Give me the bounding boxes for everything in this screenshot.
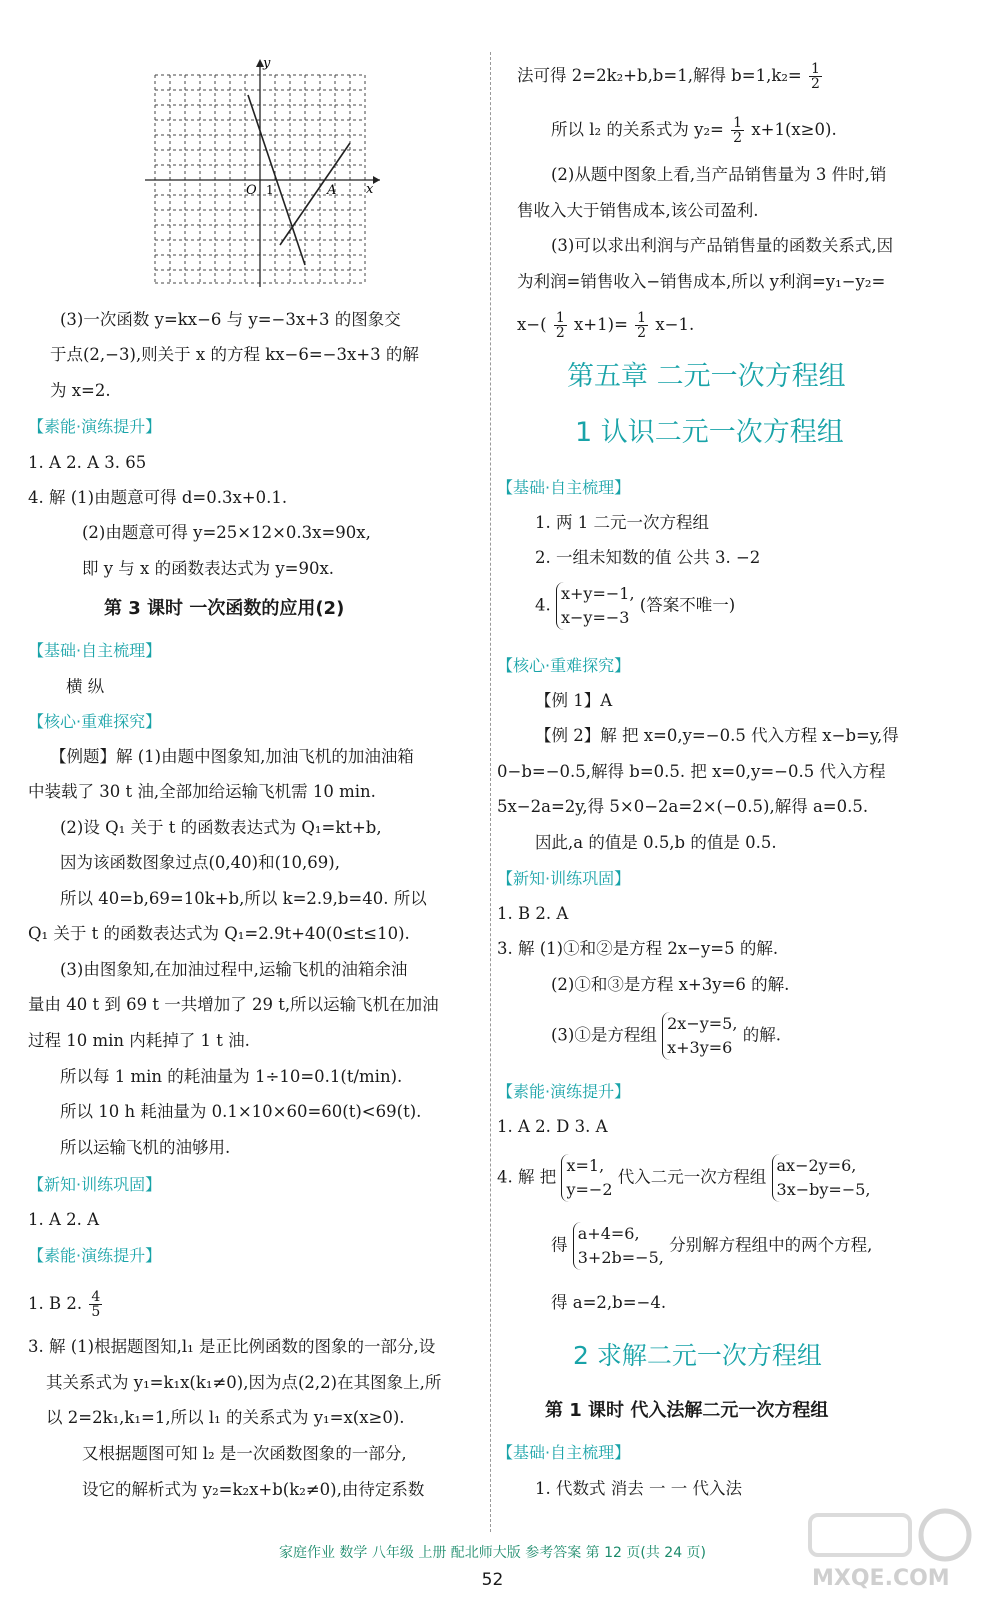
fraction xyxy=(635,311,648,340)
text-segment: 代入二元一次方程组 xyxy=(617,1167,767,1187)
watermark-text: MXQE.COM xyxy=(812,1566,950,1591)
text-line: 4. 解 (1)由题意可得 d=0.3x+0.1. xyxy=(28,488,288,507)
text-line: 0−b=−0.5,解得 b=0.5. 把 x=0,y=−0.5 代入方程 xyxy=(497,762,886,781)
text-segment: 法可得 2=2k₂+b,b=1,解得 b=1,k₂= xyxy=(517,66,802,85)
fraction-denominator: 2 xyxy=(811,76,820,92)
text-line: 【例 2】解 把 x=0,y=−0.5 代入方程 x−b=y,得 xyxy=(535,726,899,745)
section-tag: 【新知·训练巩固】 xyxy=(497,869,631,888)
text-segment: 的解. xyxy=(742,1025,781,1045)
text-line: 中装载了 30 t 油,全部加给运输飞机需 10 min. xyxy=(28,782,376,801)
text-line: 所以运输飞机的油够用. xyxy=(60,1138,231,1157)
fraction-numerator: 4 xyxy=(91,1289,101,1305)
equation: 2x−y=5, xyxy=(667,1014,738,1033)
text-line: 【例题】解 (1)由题中图象知,加油飞机的加油油箱 xyxy=(50,747,414,766)
watermark-logo xyxy=(800,1500,975,1595)
section-tag: 【基础·自主梳理】 xyxy=(497,1443,631,1462)
equation-system xyxy=(662,1012,737,1060)
text-segment: 分别解方程组中的两个方程, xyxy=(669,1235,873,1255)
equation: 3x−by=−5, xyxy=(776,1180,871,1199)
lesson-title: 第 1 课时 代入法解二元一次方程组 xyxy=(545,1400,829,1421)
section-tag: 【新知·训练巩固】 xyxy=(28,1175,162,1194)
text-line: (2)由题意可得 y=25×12×0.3x=90x, xyxy=(82,523,371,542)
section-title: 2 求解二元一次方程组 xyxy=(573,1341,822,1370)
text-line: 因此,a 的值是 0.5,b 的值是 0.5. xyxy=(535,833,777,852)
text-line: 又根据题图可知 l₂ 是一次函数图象的一部分, xyxy=(82,1444,407,1463)
section-tag: 【核心·重难探究】 xyxy=(497,656,631,675)
section-tag: 【基础·自主梳理】 xyxy=(28,641,162,660)
text-segment: 4. 解 把 xyxy=(497,1167,557,1187)
page-footer: 家庭作业 数学 八年级 上册 配北师大版 参考答案 第 12 页(共 24 页) xyxy=(278,1545,707,1561)
text-line: 为 x=2. xyxy=(50,381,111,400)
text-segment: x+1(x≥0). xyxy=(751,120,837,139)
lesson-title: 第 3 课时 一次函数的应用(2) xyxy=(104,598,345,619)
fraction xyxy=(809,62,822,91)
equation-system xyxy=(573,1222,664,1270)
answer-line: 1. B 2. A xyxy=(497,904,569,923)
text-line: 售收入大于销售成本,该公司盈利. xyxy=(517,201,759,220)
fraction xyxy=(89,1290,102,1319)
equation-system xyxy=(556,582,635,630)
text-line: (3)可以求出利润与产品销售量的函数关系式,因 xyxy=(551,236,894,255)
section-tag: 【核心·重难探究】 xyxy=(28,712,162,731)
equation: y=−2 xyxy=(566,1180,613,1199)
fraction-numerator: 1 xyxy=(811,61,820,77)
graph-y-label: y xyxy=(263,56,271,71)
equation: a+4=6, xyxy=(577,1224,640,1243)
equation: x=1, xyxy=(566,1156,605,1175)
text-segment: 所以 l₂ 的关系式为 y₂= xyxy=(551,120,724,139)
section-tag: 【素能·演练提升】 xyxy=(28,417,162,436)
text-line: 所以每 1 min 的耗油量为 1÷10=0.1(t/min). xyxy=(60,1067,403,1086)
answer-text: 4. xyxy=(535,595,551,615)
text-line: (2)设 Q₁ 关于 t 的函数表达式为 Q₁=kt+b, xyxy=(60,818,382,837)
fraction xyxy=(731,116,744,145)
text-line xyxy=(497,1012,781,1060)
text-line: 设它的解析式为 y₂=k₂x+b(k₂≠0),由待定系数 xyxy=(82,1480,425,1499)
chapter-title: 第五章 二元一次方程组 xyxy=(567,361,846,392)
fraction-numerator: 1 xyxy=(637,310,647,326)
equation: 3+2b=−5, xyxy=(577,1248,664,1267)
answer-line xyxy=(28,1290,104,1319)
answer-line: 1. A 2. A xyxy=(28,1210,100,1229)
equation: x+3y=6 xyxy=(667,1038,733,1057)
section-title: 1 认识二元一次方程组 xyxy=(575,417,844,448)
text-line: 得 a=2,b=−4. xyxy=(551,1293,667,1312)
equation: x−y=−3 xyxy=(561,608,630,627)
text-line: 所以 10 h 耗油量为 0.1×10×60=60(t)<69(t). xyxy=(60,1102,422,1121)
fraction xyxy=(554,311,567,340)
section-tag: 【基础·自主梳理】 xyxy=(497,478,631,497)
text-line: 5x−2a=2y,得 5×0−2a=2×(−0.5),解得 a=0.5. xyxy=(497,797,869,816)
text-line: (3)一次函数 y=kx−6 与 y=−3x+3 的图象交 xyxy=(60,310,401,329)
text-line xyxy=(497,311,694,340)
text-line xyxy=(497,1154,870,1202)
text-line: 其关系式为 y₁=k₁x(k₁≠0),因为点(2,2)在其图象上,所 xyxy=(46,1373,442,1392)
text-line: 所以 40=b,69=10k+b,所以 k=2.9,b=40. 所以 xyxy=(60,889,427,908)
text-line: Q₁ 关于 t 的函数表达式为 Q₁=2.9t+40(0≤t≤10). xyxy=(28,924,410,943)
text-segment: x−( xyxy=(517,315,547,334)
text-segment: x−1. xyxy=(655,315,695,334)
text-line xyxy=(497,1222,872,1270)
text-line xyxy=(497,62,824,91)
graph-a-label: A xyxy=(327,183,337,198)
fraction-numerator: 1 xyxy=(555,310,565,326)
graph-one-label: 1 xyxy=(266,183,274,197)
fraction-denominator: 5 xyxy=(91,1304,101,1320)
answer-line: 1. 代数式 消去 一 一 代入法 xyxy=(535,1479,742,1498)
fraction-denominator: 2 xyxy=(637,325,647,341)
answer-line: 横 纵 xyxy=(66,677,105,696)
text-line: 即 y 与 x 的函数表达式为 y=90x. xyxy=(82,559,335,578)
section-tag: 【素能·演练提升】 xyxy=(28,1246,162,1265)
answer-line: 2. 一组未知数的值 公共 3. −2 xyxy=(535,548,761,567)
page-number: 52 xyxy=(481,1570,504,1590)
answer-text: (答案不唯一) xyxy=(639,595,736,615)
text-segment: (3)①是方程组 xyxy=(551,1025,657,1045)
answer-line: 1. A 2. D 3. A xyxy=(497,1117,608,1136)
text-segment: x+1)= xyxy=(574,315,628,334)
section-tag: 【素能·演练提升】 xyxy=(497,1082,631,1101)
text-line: 因为该函数图象过点(0,40)和(10,69), xyxy=(60,853,340,872)
text-line: (3)由图象知,在加油过程中,运输飞机的油箱余油 xyxy=(60,960,408,979)
function-graph xyxy=(140,55,390,290)
answer-text: 1. B 2. xyxy=(28,1294,83,1313)
text-line: 以 2=2k₁,k₁=1,所以 l₁ 的关系式为 y₁=x(x≥0). xyxy=(46,1408,405,1427)
fraction-denominator: 2 xyxy=(733,130,743,146)
column-divider xyxy=(490,52,491,1532)
answer-line: 1. 两 1 二元一次方程组 xyxy=(535,513,709,532)
fraction-numerator: 1 xyxy=(733,115,743,131)
fraction-denominator: 2 xyxy=(555,325,565,341)
text-line xyxy=(497,116,837,145)
equation: x+y=−1, xyxy=(561,584,635,603)
answer-line xyxy=(497,582,735,630)
text-line: 于点(2,−3),则关于 x 的方程 kx−6=−3x+3 的解 xyxy=(50,345,419,364)
graph-x-label: x xyxy=(366,182,374,197)
equation-system xyxy=(561,1154,612,1202)
graph-origin-label: O xyxy=(246,183,257,198)
equation-system xyxy=(772,1154,871,1202)
text-line: (2)①和③是方程 x+3y=6 的解. xyxy=(551,975,790,994)
answer-line: 1. A 2. A 3. 65 xyxy=(28,453,147,472)
text-line: (2)从题中图象上看,当产品销售量为 3 件时,销 xyxy=(551,165,887,184)
equation: ax−2y=6, xyxy=(776,1156,857,1175)
text-line: 3. 解 (1)根据题图知,l₁ 是正比例函数的图象的一部分,设 xyxy=(28,1337,436,1356)
text-segment: 得 xyxy=(551,1235,568,1255)
text-line: 量由 40 t 到 69 t 一共增加了 29 t,所以运输飞机在加油 xyxy=(28,995,439,1014)
text-line: 为利润=销售收入−销售成本,所以 y利润=y₁−y₂= xyxy=(517,272,886,291)
text-line: 3. 解 (1)①和②是方程 2x−y=5 的解. xyxy=(497,939,779,958)
text-line: 过程 10 min 内耗掉了 1 t 油. xyxy=(28,1031,250,1050)
answer-line: 【例 1】A xyxy=(535,691,613,710)
